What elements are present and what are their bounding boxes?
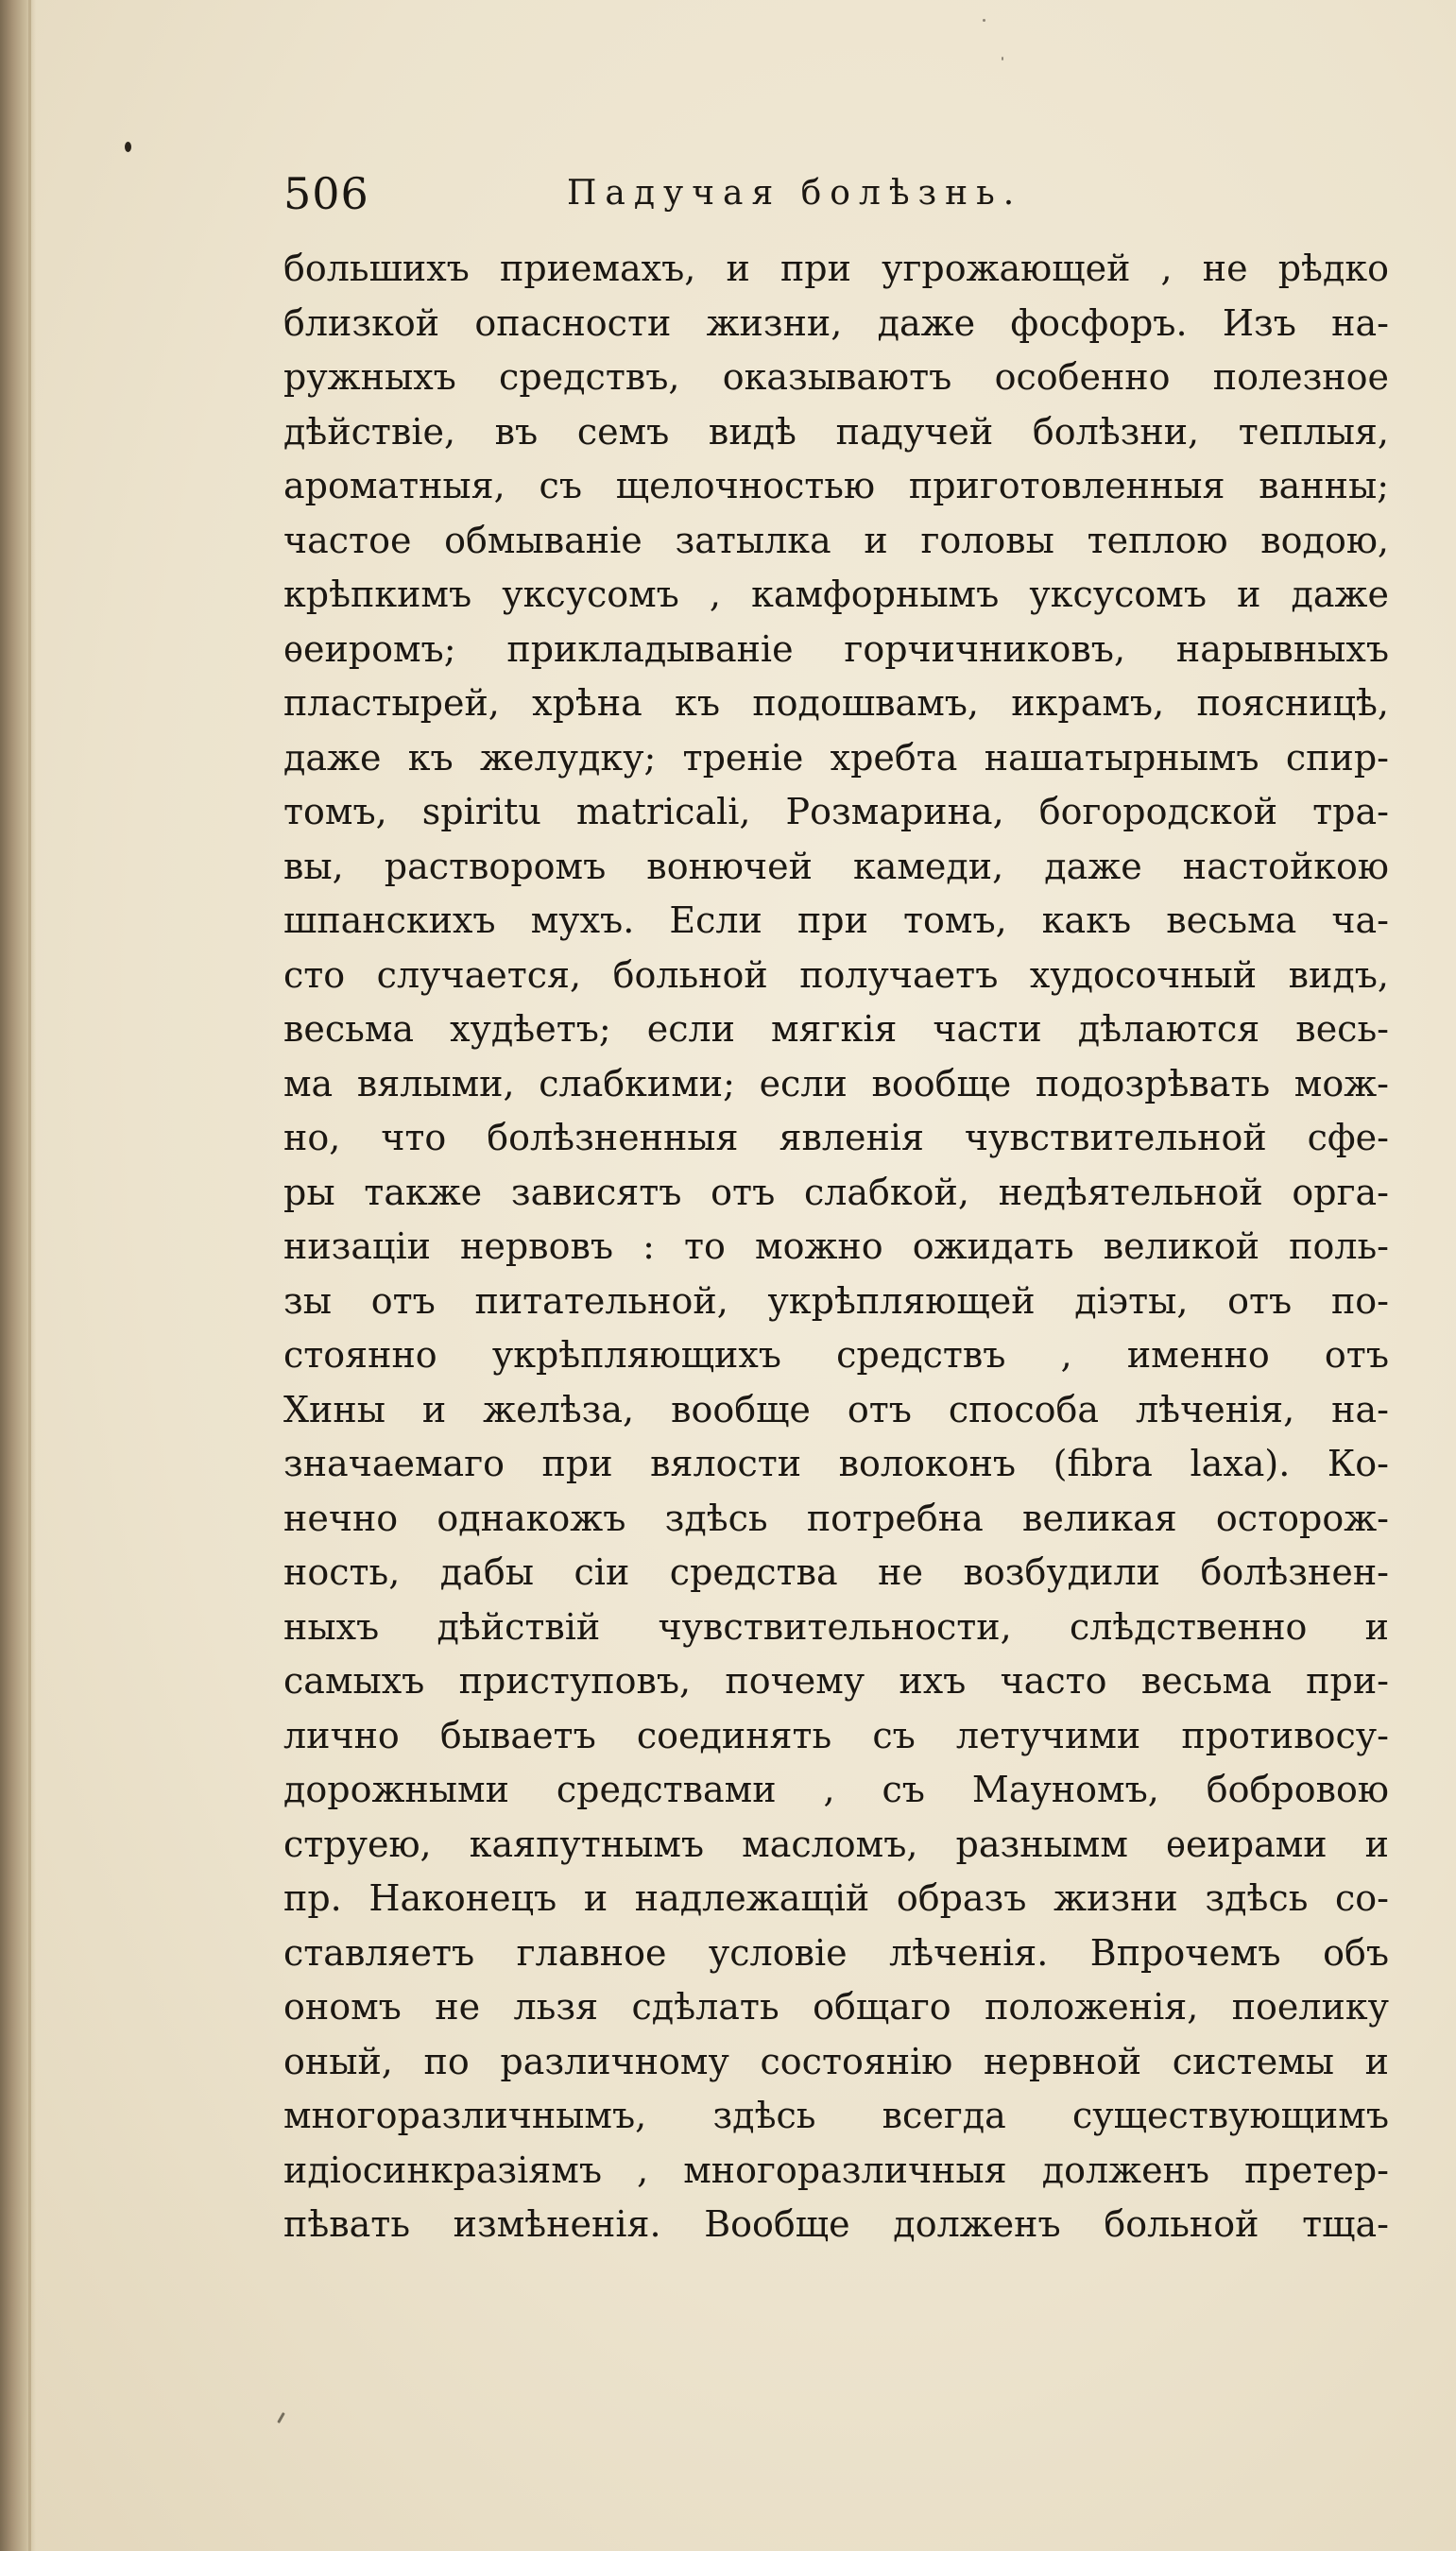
- text-line: ружныхъ средствъ, оказываютъ особенно полезное: [283, 356, 1389, 398]
- text-line: пр. Наконецъ и надлежащій образъ жизни здѣсь со-: [283, 1877, 1389, 1919]
- text-line: близкой опасности жизни, даже фосфоръ. Изъ на-: [283, 301, 1389, 344]
- spine-edge-line: [28, 0, 31, 2551]
- text-line: пластырей, хрѣна къ подошвамъ, икрамъ, поясницѣ,: [283, 682, 1389, 724]
- text-line: зы отъ питательной, укрѣпляющей діэты, отъ по-: [283, 1279, 1389, 1322]
- body-text: [283, 242, 1389, 2252]
- text-line: ставляетъ главное условіе лѣченія. Впрочемъ объ: [283, 1931, 1389, 1974]
- running-title: Падучая болѣзнь.: [567, 174, 1023, 213]
- ink-speck: [1002, 57, 1003, 60]
- text-line: лично бываетъ соединять съ летучими противосу-: [283, 1714, 1389, 1756]
- text-line: ароматныя, съ щелочностью приготовленныя ванны;: [283, 465, 1389, 506]
- text-line: нечно однакожъ здѣсь потребна великая осторож-: [283, 1497, 1389, 1539]
- text-line: ность, дабы сіи средства не возбудили болѣзнен-: [283, 1551, 1389, 1593]
- text-line: стоянно укрѣпляющихъ средствъ , именно отъ: [283, 1334, 1389, 1376]
- text-line: ры также зависятъ отъ слабкой, недѣятельной орга-: [283, 1171, 1389, 1213]
- page-number: 506: [283, 168, 369, 219]
- text-line: даже къ желудку; треніе хребта нашатырнымъ спир-: [283, 736, 1389, 779]
- text-line: дорожными средствами , съ Мауномъ, бобровою: [283, 1769, 1389, 1810]
- text-line: многоразличнымъ, здѣсь всегда существующимъ: [283, 2095, 1389, 2136]
- text-line: пѣвать измѣненія. Вообще долженъ больной тща-: [283, 2203, 1389, 2245]
- text-line: ма вялыми, слабкими; если вообще подозрѣвать мож-: [283, 1062, 1389, 1104]
- ink-speck: [983, 19, 985, 22]
- text-line: ѳеиромъ; прикладываніе горчичниковъ, нарывныхъ: [283, 627, 1389, 670]
- text-line: идіосинкразіямъ , многоразличныя долженъ претер-: [283, 2149, 1389, 2191]
- page-header: [283, 168, 1370, 225]
- text-line: Хины и желѣза, вообще отъ способа лѣченія, на-: [283, 1388, 1389, 1430]
- text-line: ономъ не льзя сдѣлать общаго положенія, поелику: [283, 1986, 1389, 2028]
- text-line: томъ, spiritu matricali, Розмарина, богородской тра-: [283, 791, 1389, 832]
- text-line: значаемаго при вялости волоконъ (fibra laxa). Ко-: [283, 1443, 1389, 1484]
- text-line: низаціи нервовъ : то можно ожидать великой поль-: [283, 1225, 1389, 1267]
- ink-speck: [125, 142, 131, 152]
- text-line: ныхъ дѣйствій чувствительности, слѣдственно и: [283, 1605, 1389, 1648]
- text-line: частое обмываніе затылка и головы теплою водою,: [283, 519, 1389, 561]
- text-line: большихъ приемахъ, и при угрожающей , не рѣдко: [283, 248, 1389, 289]
- text-line: вы, растворомъ вонючей камеди, даже настойкою: [283, 845, 1389, 887]
- text-line: весьма худѣетъ; если мягкія части дѣлаются весь-: [283, 1008, 1389, 1050]
- text-line: оный, по различному состоянію нервной системы и: [283, 2040, 1389, 2082]
- text-line: струею, каяпутнымъ масломъ, разнымм ѳеирами и: [283, 1823, 1389, 1865]
- text-line: шпанскихъ мухъ. Если при томъ, какъ весьма ча-: [283, 899, 1389, 941]
- text-line: самыхъ приступовъ, почему ихъ часто весьма при-: [283, 1660, 1389, 1702]
- text-line: но, что болѣзненныя явленія чувствительной сфе-: [283, 1117, 1389, 1158]
- text-line: дѣйствіе, въ семъ видѣ падучей болѣзни, теплыя,: [283, 410, 1389, 453]
- text-line: крѣпкимъ уксусомъ , камфорнымъ уксусомъ и даже: [283, 574, 1389, 615]
- text-line: сто случается, больной получаетъ худосочный видъ,: [283, 953, 1389, 996]
